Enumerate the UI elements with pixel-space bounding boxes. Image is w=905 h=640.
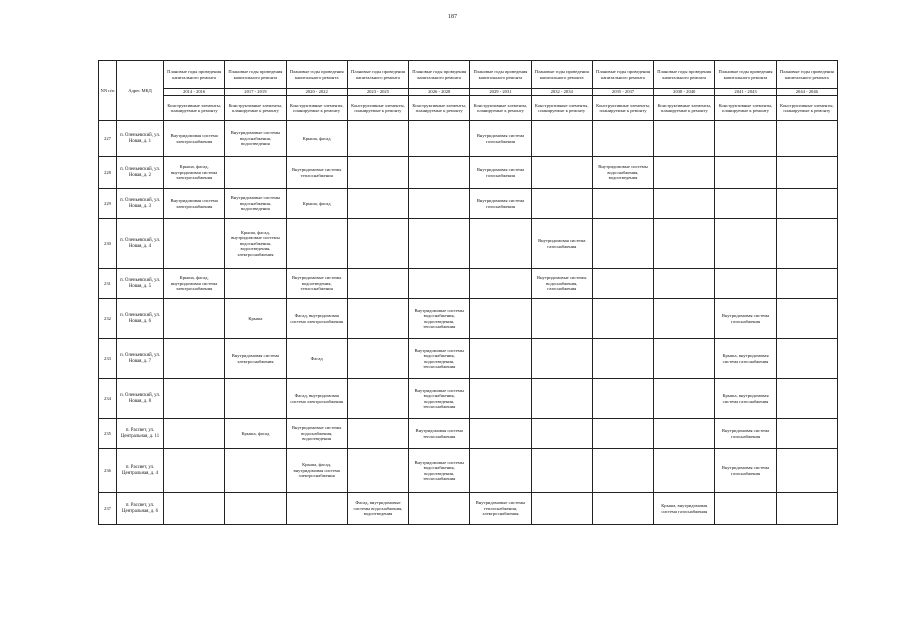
- repair-elements-cell: [531, 339, 592, 379]
- row-number: 231: [99, 269, 117, 299]
- row-address: п. Оленьевский, ул. Новая, д. 4: [117, 219, 164, 269]
- repair-elements-cell: Внутридомовая система электроснабжения: [164, 121, 225, 157]
- repair-elements-cell: Внутридомовая система электроснабжения: [164, 189, 225, 219]
- repair-elements-cell: [164, 339, 225, 379]
- row-number: 227: [99, 121, 117, 157]
- repair-elements-cell: [531, 493, 592, 525]
- repair-elements-cell: Фасад, внутридомовая система электроснабжения: [286, 299, 347, 339]
- table-row: [99, 269, 838, 299]
- repair-elements-cell: [286, 493, 347, 525]
- repair-elements-cell: [531, 121, 592, 157]
- repair-elements-cell: [286, 219, 347, 269]
- repair-elements-cell: [225, 449, 286, 493]
- repair-elements-cell: [531, 419, 592, 449]
- repair-elements-cell: [654, 449, 715, 493]
- repair-elements-cell: Внутридомовые системы водоснабжения, водоотведения, теплоснабжения: [409, 339, 470, 379]
- table-row: [99, 493, 838, 525]
- repair-elements-cell: Внутридомовые системы водоснабжения, водоотведения, теплоснабжения: [409, 379, 470, 419]
- table-header: [99, 61, 838, 121]
- repair-elements-cell: Внутридомовые системы водоснабжения, водоотведения: [286, 419, 347, 449]
- row-address: п. Оленьевский, ул. Новая, д. 5: [117, 269, 164, 299]
- header-period-range: 2023 - 2025: [347, 89, 408, 96]
- row-number: 234: [99, 379, 117, 419]
- repair-elements-cell: Внутридомовая система газоснабжения: [715, 299, 776, 339]
- repair-elements-cell: Крыша, внутридомовая система газоснабжения: [715, 379, 776, 419]
- repair-elements-cell: [776, 269, 837, 299]
- table-body: [99, 121, 838, 525]
- repair-elements-cell: [347, 219, 408, 269]
- row-address: п. Оленьевский, ул. Новая, д. 7: [117, 339, 164, 379]
- table-row: [99, 299, 838, 339]
- header-address: Адрес МКД: [117, 61, 164, 121]
- repair-elements-cell: Внутридомовые системы водоснабжения, водоотведения: [592, 157, 653, 189]
- header-row-years: [99, 61, 838, 89]
- repair-elements-cell: [592, 189, 653, 219]
- repair-elements-cell: [347, 299, 408, 339]
- repair-elements-cell: Внутридомовая система теплоснабжения: [409, 419, 470, 449]
- repair-elements-cell: [470, 269, 531, 299]
- header-period-title: Плановые годы проведения капитального ремонта: [654, 61, 715, 89]
- repair-elements-cell: [776, 219, 837, 269]
- repair-elements-cell: [776, 121, 837, 157]
- repair-elements-cell: Внутридомовая система газоснабжения: [531, 219, 592, 269]
- header-period-title: Плановые годы проведения капитального ремонта: [776, 61, 837, 89]
- repair-elements-cell: [715, 219, 776, 269]
- repair-elements-cell: [654, 189, 715, 219]
- header-elements-label: Конструктивные элементы, планируемые к ремонту: [592, 96, 653, 121]
- row-number: 232: [99, 299, 117, 339]
- header-period-title: Плановые годы проведения капитального ремонта: [592, 61, 653, 89]
- repair-elements-cell: Крыша, фасад: [225, 419, 286, 449]
- header-period-title: Плановые годы проведения капитального ремонта: [715, 61, 776, 89]
- repair-elements-cell: Крыша, фасад, внутридомовая система электроснабжения: [164, 269, 225, 299]
- repair-elements-cell: Внутридомовая система электроснабжения: [225, 339, 286, 379]
- repair-elements-cell: Крыша, фасад: [286, 121, 347, 157]
- row-number: 230: [99, 219, 117, 269]
- row-number: 235: [99, 419, 117, 449]
- repair-elements-cell: [347, 379, 408, 419]
- header-period-range: 2032 - 2034: [531, 89, 592, 96]
- repair-elements-cell: [654, 121, 715, 157]
- repair-elements-cell: [776, 379, 837, 419]
- row-address: п. Рассвет, ул. Центральная, д. 6: [117, 493, 164, 525]
- repair-elements-cell: [347, 419, 408, 449]
- repair-elements-cell: Фасад: [286, 339, 347, 379]
- repair-elements-cell: Крыша, фасад: [286, 189, 347, 219]
- repair-elements-cell: Внутридомовая система газоснабжения: [470, 189, 531, 219]
- repair-elements-cell: [531, 379, 592, 419]
- repair-elements-cell: Внутридомовые системы водоснабжения, водоотведения: [225, 121, 286, 157]
- header-elements-label: Конструктивные элементы, планируемые к ремонту: [715, 96, 776, 121]
- table-row: [99, 219, 838, 269]
- repair-elements-cell: [776, 419, 837, 449]
- header-row-ranges: [99, 89, 838, 96]
- repair-elements-cell: Крыша: [225, 299, 286, 339]
- repair-elements-cell: [654, 219, 715, 269]
- repair-elements-cell: [592, 269, 653, 299]
- repair-elements-cell: [409, 219, 470, 269]
- header-period-range: 2029 - 2031: [470, 89, 531, 96]
- repair-elements-cell: [776, 449, 837, 493]
- repair-elements-cell: [654, 379, 715, 419]
- repair-elements-cell: [470, 379, 531, 419]
- repair-elements-cell: [164, 299, 225, 339]
- repair-elements-cell: [715, 189, 776, 219]
- header-period-title: Плановые годы проведения капитального ремонта: [531, 61, 592, 89]
- header-row-elements: [99, 96, 838, 121]
- header-elements-label: Конструктивные элементы, планируемые к ремонту: [654, 96, 715, 121]
- repair-elements-cell: [409, 121, 470, 157]
- row-number: 229: [99, 189, 117, 219]
- repair-elements-cell: Крыша, фасад, внутридомовая система электроснабжения: [286, 449, 347, 493]
- repair-elements-cell: [776, 493, 837, 525]
- repair-elements-cell: [715, 157, 776, 189]
- table-row: [99, 419, 838, 449]
- repair-elements-cell: [654, 299, 715, 339]
- header-period-title: Плановые годы проведения капитального ремонта: [347, 61, 408, 89]
- repair-elements-cell: [654, 419, 715, 449]
- repair-elements-cell: [592, 219, 653, 269]
- repair-elements-cell: [715, 269, 776, 299]
- repair-elements-cell: [592, 379, 653, 419]
- header-elements-label: Конструктивные элементы, планируемые к ремонту: [776, 96, 837, 121]
- row-number: 228: [99, 157, 117, 189]
- repair-elements-cell: [654, 269, 715, 299]
- repair-elements-cell: [654, 339, 715, 379]
- repair-elements-cell: Внутридомовые системы теплоснабжения: [286, 157, 347, 189]
- row-address: п. Рассвет, ул. Центральная, д. 4: [117, 449, 164, 493]
- table-row: [99, 157, 838, 189]
- header-elements-label: Конструктивные элементы, планируемые к ремонту: [225, 96, 286, 121]
- header-period-title: Плановые годы проведения капитального ремонта: [470, 61, 531, 89]
- repair-elements-cell: Крыша, внутридомовая система газоснабжения: [715, 339, 776, 379]
- header-period-range: 2038 - 2040: [654, 89, 715, 96]
- header-elements-label: Конструктивные элементы, планируемые к ремонту: [470, 96, 531, 121]
- repair-elements-cell: Крыша, фасад, внутридомовые системы водоснабжения, водоотведения, электроснабжения: [225, 219, 286, 269]
- repair-elements-cell: Внутридомовые системы теплоснабжения, электроснабжения: [470, 493, 531, 525]
- repair-elements-cell: Крыша, фасад, внутридомовая система электроснабжения: [164, 157, 225, 189]
- row-address: п. Оленьевский, ул. Новая, д. 2: [117, 157, 164, 189]
- repair-elements-cell: [164, 493, 225, 525]
- repair-elements-cell: [470, 299, 531, 339]
- repair-elements-cell: [776, 339, 837, 379]
- row-number: 236: [99, 449, 117, 493]
- repair-elements-cell: [409, 269, 470, 299]
- repair-elements-cell: [470, 419, 531, 449]
- repair-elements-cell: Фасад, внутридомовые системы водоснабжения, водоотведения: [347, 493, 408, 525]
- header-elements-label: Конструктивные элементы, планируемые к ремонту: [164, 96, 225, 121]
- repair-elements-cell: Внутридомовые системы водоснабжения, водоотведения, теплоснабжения: [409, 299, 470, 339]
- repair-elements-cell: [592, 493, 653, 525]
- repair-elements-cell: [347, 449, 408, 493]
- header-period-title: Плановые годы проведения капитального ремонта: [286, 61, 347, 89]
- repair-elements-cell: [225, 269, 286, 299]
- repair-elements-cell: Внутридомовые системы водоотведения, теплоснабжения: [286, 269, 347, 299]
- row-address: п. Оленьевский, ул. Новая, д. 3: [117, 189, 164, 219]
- header-period-range: 2026 - 2028: [409, 89, 470, 96]
- page-number: 187: [448, 14, 457, 20]
- header-elements-label: Конструктивные элементы, планируемые к ремонту: [286, 96, 347, 121]
- repair-elements-cell: [409, 189, 470, 219]
- header-elements-label: Конструктивные элементы, планируемые к ремонту: [409, 96, 470, 121]
- table-row: [99, 189, 838, 219]
- header-period-range: 2020 - 2022: [286, 89, 347, 96]
- row-number: 233: [99, 339, 117, 379]
- repair-elements-cell: [715, 493, 776, 525]
- repair-elements-cell: [347, 157, 408, 189]
- row-address: п. Оленьевский, ул. Новая, д. 1: [117, 121, 164, 157]
- repair-elements-cell: [164, 449, 225, 493]
- header-elements-label: Конструктивные элементы, планируемые к ремонту: [347, 96, 408, 121]
- repair-elements-cell: Внутридомовые системы водоснабжения, водоотведения, теплоснабжения: [409, 449, 470, 493]
- table-row: [99, 379, 838, 419]
- repair-elements-cell: [470, 449, 531, 493]
- repair-elements-cell: Фасад, внутридомовая система электроснабжения: [286, 379, 347, 419]
- repair-elements-cell: Внутридомовая система газоснабжения: [470, 121, 531, 157]
- repair-elements-cell: Внутридомовая система газоснабжения: [470, 157, 531, 189]
- repair-elements-cell: [225, 157, 286, 189]
- repair-elements-cell: [531, 449, 592, 493]
- repair-elements-cell: [347, 269, 408, 299]
- repair-elements-cell: [164, 419, 225, 449]
- row-address: п. Оленьевский, ул. Новая, д. 8: [117, 379, 164, 419]
- row-number: 237: [99, 493, 117, 525]
- repair-elements-cell: Крыша, внутридомовая система газоснабжения: [654, 493, 715, 525]
- repair-elements-cell: [470, 339, 531, 379]
- repair-elements-cell: [592, 419, 653, 449]
- repair-elements-cell: Внутридомовые системы водоснабжения, газоснабжения: [531, 269, 592, 299]
- repair-elements-cell: [225, 493, 286, 525]
- header-period-range: 2035 - 2037: [592, 89, 653, 96]
- table-row: [99, 121, 838, 157]
- table-row: [99, 339, 838, 379]
- repair-elements-cell: [776, 299, 837, 339]
- repair-elements-cell: [347, 189, 408, 219]
- repair-elements-cell: [409, 493, 470, 525]
- repair-elements-cell: [776, 157, 837, 189]
- repair-elements-cell: Внутридомовая система газоснабжения: [715, 449, 776, 493]
- repair-elements-cell: [409, 157, 470, 189]
- repair-elements-cell: [592, 449, 653, 493]
- repair-elements-cell: [776, 189, 837, 219]
- repair-elements-cell: [531, 299, 592, 339]
- repair-elements-cell: Внутридомовые системы водоснабжения, водоотведения: [225, 189, 286, 219]
- repair-elements-cell: [715, 121, 776, 157]
- table-row: [99, 449, 838, 493]
- repair-elements-cell: [531, 189, 592, 219]
- header-period-range: 2017 - 2019: [225, 89, 286, 96]
- repair-elements-cell: [531, 157, 592, 189]
- repair-elements-cell: [470, 219, 531, 269]
- header-period-range: 2044 - 2046: [776, 89, 837, 96]
- row-address: п. Оленьевский, ул. Новая, д. 6: [117, 299, 164, 339]
- header-period-range: 2041 - 2043: [715, 89, 776, 96]
- repair-elements-cell: [592, 339, 653, 379]
- repair-elements-cell: [347, 339, 408, 379]
- repair-elements-cell: Внутридомовая система газоснабжения: [715, 419, 776, 449]
- repair-elements-cell: [654, 157, 715, 189]
- repair-elements-cell: [225, 379, 286, 419]
- header-period-title: Плановые годы проведения капитального ремонта: [164, 61, 225, 89]
- header-elements-label: Конструктивные элементы, планируемые к ремонту: [531, 96, 592, 121]
- repair-elements-cell: [164, 219, 225, 269]
- header-period-title: Плановые годы проведения капитального ремонта: [225, 61, 286, 89]
- repair-elements-cell: [592, 299, 653, 339]
- row-address: п. Рассвет, ул. Центральная, д. 11: [117, 419, 164, 449]
- repair-elements-cell: [347, 121, 408, 157]
- header-period-title: Плановые годы проведения капитального ремонта: [409, 61, 470, 89]
- header-num: NN п/п: [99, 61, 117, 121]
- capital-repair-table: [98, 60, 838, 525]
- repair-elements-cell: [164, 379, 225, 419]
- header-period-range: 2014 - 2016: [164, 89, 225, 96]
- repair-elements-cell: [592, 121, 653, 157]
